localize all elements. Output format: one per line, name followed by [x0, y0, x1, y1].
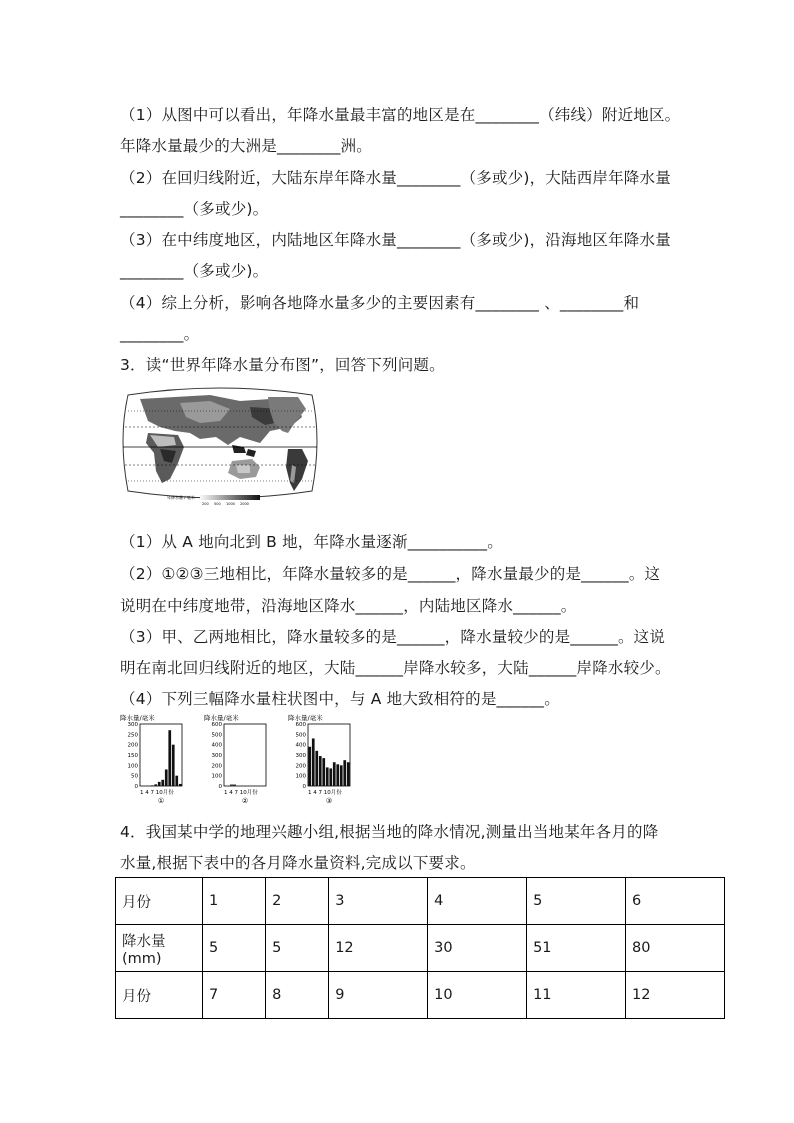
table-cell: 51 — [527, 925, 626, 972]
table-cell: 8 — [266, 972, 329, 1019]
table-cell: 月份 — [116, 972, 203, 1019]
map-legend-tick: 2000 — [240, 502, 249, 506]
table-cell: 7 — [203, 972, 266, 1019]
y-tick-label: 300 — [211, 753, 222, 759]
bar — [319, 756, 322, 786]
y-tick-label: 300 — [127, 722, 138, 728]
table-cell: 9 — [329, 972, 428, 1019]
table-cell: 3 — [329, 878, 428, 925]
q3-item4: （4）下列三幅降水量柱状图中，与 A 地大致相符的是______。 — [120, 690, 560, 708]
bar — [329, 768, 332, 786]
map-legend-tick: 200 — [202, 502, 209, 506]
y-tick-label: 600 — [211, 722, 222, 728]
y-tick-label: 0 — [218, 784, 222, 790]
y-tick-label: 200 — [295, 763, 306, 770]
table-cell: 降水量(mm) — [116, 925, 203, 972]
q2-item3-line2: ________（多或少)。 — [120, 262, 269, 280]
mini-chart — [288, 714, 350, 805]
map-legend-title: 年降水量 / 毫米 — [167, 495, 195, 500]
map-legend-tick: 1000 — [226, 502, 235, 506]
y-tick-label: 0 — [302, 784, 306, 790]
table-cell: 5 — [203, 925, 266, 972]
chart-number-label: ② — [241, 797, 249, 805]
bar — [168, 730, 171, 786]
bar — [333, 762, 336, 786]
bar — [326, 767, 329, 786]
bar — [154, 784, 157, 786]
chart-number-label: ① — [157, 797, 165, 805]
y-tick-label: 400 — [211, 742, 222, 749]
table-cell: 10 — [428, 972, 527, 1019]
table-row — [116, 878, 725, 925]
bar — [308, 747, 311, 786]
y-tick-label: 500 — [295, 732, 306, 739]
table-cell: 月份 — [116, 878, 203, 925]
bar — [343, 760, 346, 786]
table-row — [116, 972, 725, 1019]
table-cell: 5 — [527, 878, 626, 925]
precipitation-bar-charts — [118, 714, 358, 810]
world-precipitation-map — [120, 387, 320, 507]
chart-ylabel: 降水量/毫米 — [204, 714, 239, 722]
y-tick-label: 100 — [211, 773, 222, 780]
table-cell: 5 — [266, 925, 329, 972]
bar — [165, 769, 168, 786]
x-tick-labels: 1 4 7 10月份 — [140, 790, 174, 796]
chart-ylabel: 降水量/毫米 — [288, 714, 323, 722]
q2-item3-line1: （3）在中纬度地区，内陆地区年降水量________（多或少)，沿海地区年降水量 — [120, 231, 671, 249]
table-cell: 12 — [626, 972, 725, 1019]
y-tick-label: 50 — [131, 773, 138, 780]
chart-frame — [224, 724, 266, 786]
y-tick-label: 400 — [295, 742, 306, 749]
bar — [151, 785, 154, 786]
table-cell: 6 — [626, 878, 725, 925]
bar — [340, 765, 343, 786]
y-tick-label: 600 — [295, 722, 306, 728]
q3-item3-line2: 明在南北回归线附近的地区，大陆______岸降水较多，大陆______岸降水较少。 — [120, 659, 671, 677]
bar — [179, 784, 182, 786]
x-tick-labels: 1 4 7 10月份 — [308, 790, 342, 796]
table-cell: 80 — [626, 925, 725, 972]
q2-item4-line2: ________。 — [120, 325, 200, 343]
chart-number-label: ③ — [325, 797, 333, 805]
q3-item3-line1: （3）甲、乙两地相比，降水量较多的是______，降水量较少的是______。这说 — [120, 628, 666, 646]
mini-chart — [120, 714, 182, 805]
q3-item2-line2: 说明在中纬度地带，沿海地区降水______，内陆地区降水______。 — [120, 597, 577, 615]
chart-ylabel: 降水量/毫米 — [120, 714, 155, 722]
q3-item2-line1: （2）①②③三地相比，年降水量较多的是______，降水量最少的是______。这 — [120, 565, 661, 583]
bar — [315, 751, 318, 786]
q3-title: 3．读“世界年降水量分布图”，回答下列问题。 — [120, 356, 445, 374]
q2-item2-line1: （2）在回归线附近，大陆东岸年降水量________（多或少)，大陆西岸年降水量 — [120, 169, 671, 187]
y-tick-label: 250 — [127, 732, 138, 739]
q3-item1: （1）从 A 地向北到 B 地，年降水量逐渐__________。 — [120, 533, 503, 551]
y-tick-label: 200 — [211, 763, 222, 770]
y-tick-label: 200 — [127, 742, 138, 749]
x-tick-labels: 1 4 7 10月份 — [224, 790, 258, 796]
table-cell: 2 — [266, 878, 329, 925]
map-legend-tick: 500 — [214, 502, 221, 506]
q2-item1-line1: （1）从图中可以看出，年降水量最丰富的地区是在________（纬线）附近地区。 — [120, 106, 681, 124]
y-tick-label: 100 — [127, 763, 138, 770]
q2-item1-line2: 年降水量最少的大洲是________洲。 — [120, 137, 373, 155]
bar — [322, 758, 325, 786]
bar — [312, 738, 315, 786]
table-cell: 12 — [329, 925, 428, 972]
y-tick-label: 300 — [295, 753, 306, 759]
bar — [336, 764, 339, 786]
q4-intro-line1: 4．我国某中学的地理兴趣小组,根据当地的降水情况,测量出当地某年各月的降 — [120, 823, 659, 841]
q2-item4-line1: （4）综上分析，影响各地降水量多少的主要因素有________ 、________和 — [120, 294, 640, 312]
bar — [161, 780, 164, 786]
bar — [158, 782, 161, 786]
q2-item2-line2: ________（多或少)。 — [120, 200, 269, 218]
y-tick-label: 100 — [295, 773, 306, 780]
table-cell: 4 — [428, 878, 527, 925]
bar — [175, 776, 178, 786]
q4-intro-line2: 水量,根据下表中的各月降水量资料,完成以下要求。 — [120, 854, 476, 872]
table-cell: 11 — [527, 972, 626, 1019]
bar — [172, 745, 175, 786]
y-tick-label: 0 — [134, 784, 138, 790]
bar — [347, 762, 350, 786]
table-cell: 1 — [203, 878, 266, 925]
y-tick-label: 150 — [127, 753, 138, 759]
monthly-rainfall-table — [115, 877, 725, 1019]
table-row — [116, 925, 725, 972]
table-cell: 30 — [428, 925, 527, 972]
y-tick-label: 500 — [211, 732, 222, 739]
mini-chart — [204, 714, 266, 805]
